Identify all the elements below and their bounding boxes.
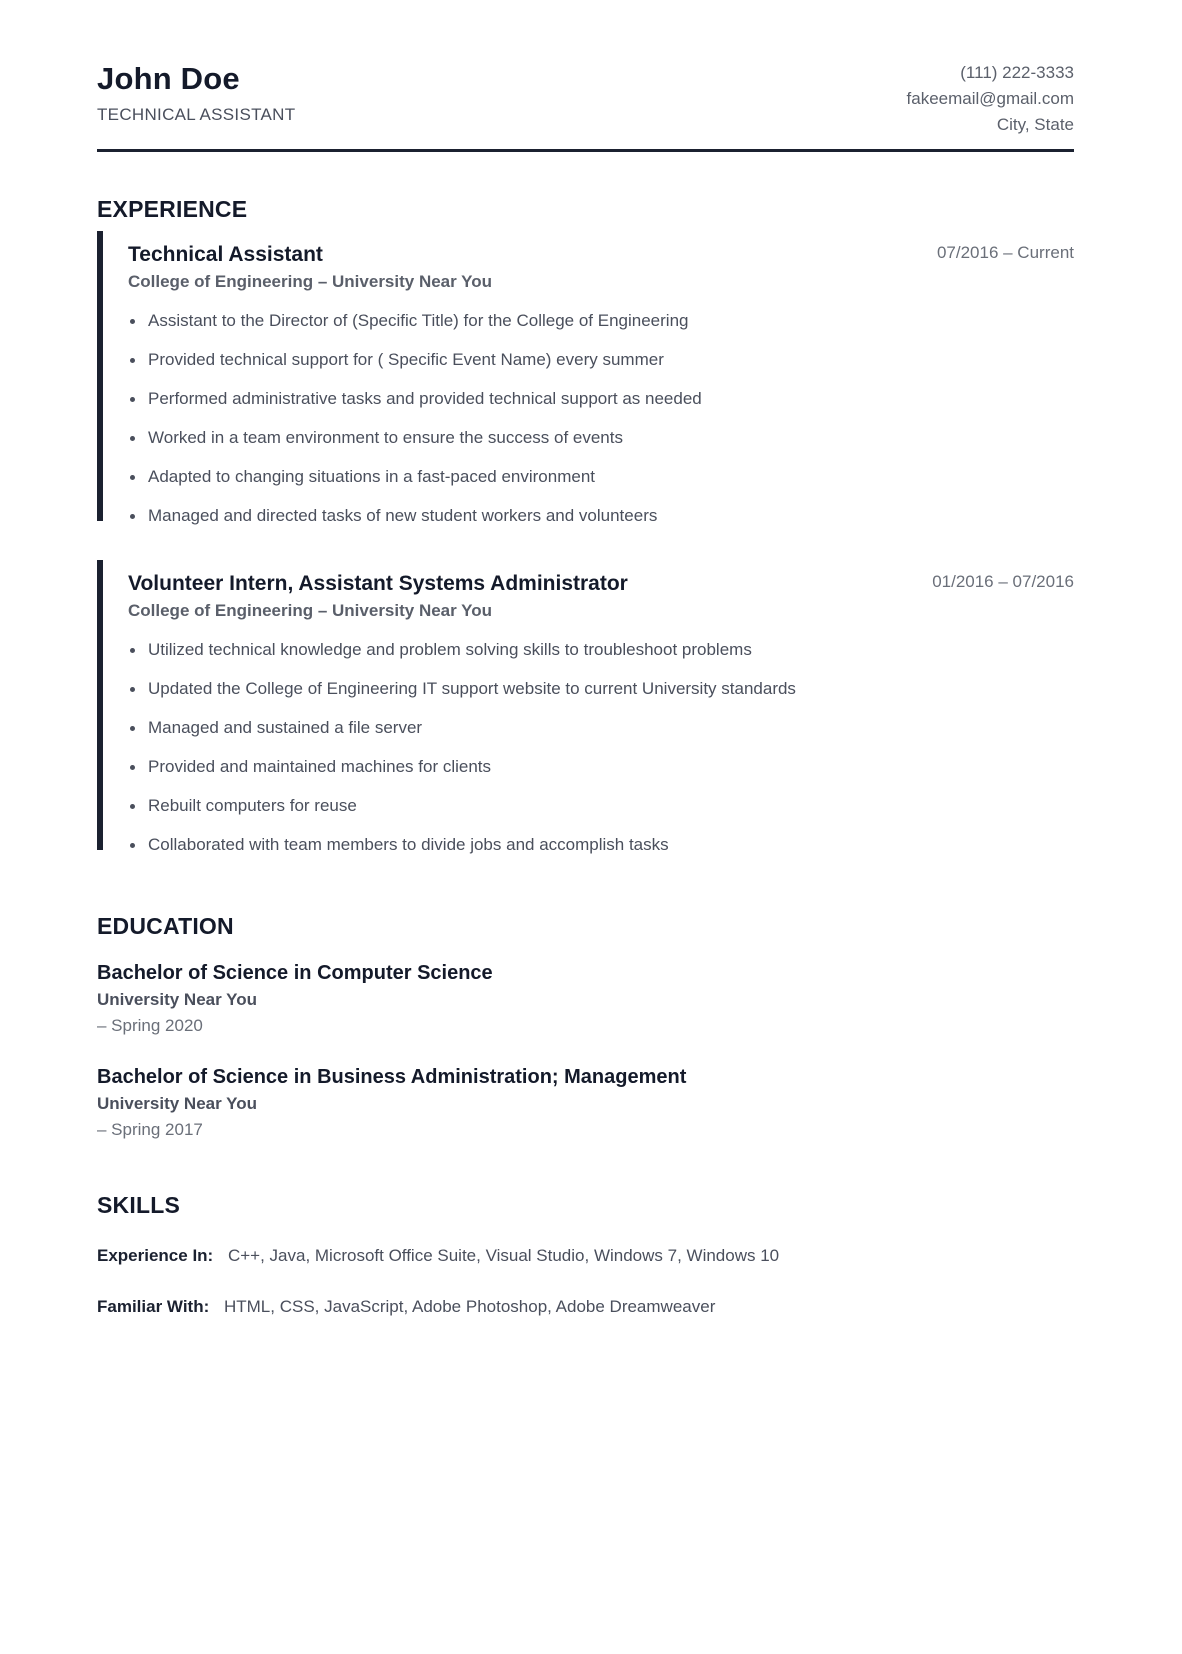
job-bullet-text: Worked in a team environment to ensure the success of events [148, 428, 623, 447]
job-bullets [128, 311, 702, 545]
job-dates: 07/2016 – Current [936, 243, 1074, 262]
education-school: University Near You [97, 990, 257, 1009]
skills-heading: SKILLS [97, 1192, 180, 1218]
education-school: University Near You [97, 1094, 257, 1113]
job-bullet [128, 835, 796, 874]
education-entry [97, 963, 997, 1034]
job-bullet [128, 640, 796, 679]
job-bullet [128, 311, 702, 350]
job-bullet-text: Rebuilt computers for reuse [148, 796, 357, 815]
job-bullet-text: Assistant to the Director of (Specific Title) for the College of Engineering [148, 311, 689, 330]
contact-block [907, 60, 1074, 138]
contact-location: City, State [996, 115, 1074, 134]
skill-row [97, 1298, 715, 1315]
job-bullet-text: Collaborated with team members to divide jobs and accomplish tasks [148, 835, 669, 854]
bullet-dot-icon [130, 843, 135, 848]
job-bullet [128, 350, 702, 389]
education-degree: Bachelor of Science in Business Administration; Management [97, 1066, 687, 1088]
job-bullet [128, 428, 702, 467]
job-dates: 01/2016 – 07/2016 [932, 572, 1074, 591]
experience-heading: EXPERIENCE [97, 196, 248, 222]
bullet-dot-icon [130, 514, 135, 519]
bullet-dot-icon [130, 319, 135, 324]
bullet-dot-icon [130, 765, 135, 770]
candidate-role: TECHNICAL ASSISTANT [97, 105, 296, 124]
job-bullet [128, 757, 796, 796]
job-bullet-text: Utilized technical knowledge and problem solving skills to troubleshoot problems [148, 640, 752, 659]
job-title: Volunteer Intern, Assistant Systems Administrator [128, 572, 628, 595]
job-bullet-text: Updated the College of Engineering IT support website to current University standards [148, 679, 796, 698]
job-organization: College of Engineering – University Near You [128, 272, 493, 291]
job-bullet-text: Provided and maintained machines for clients [148, 757, 492, 776]
job-bullet [128, 389, 702, 428]
job-bullet [128, 796, 796, 835]
job-bullet-text: Managed and sustained a file server [148, 718, 423, 737]
job-bullet [128, 467, 702, 506]
bullet-dot-icon [130, 436, 135, 441]
resume-page [97, 0, 1074, 1316]
education-degree: Bachelor of Science in Computer Science [97, 962, 493, 984]
bullet-dot-icon [130, 397, 135, 402]
education-heading: EDUCATION [97, 913, 234, 939]
bullet-dot-icon [130, 475, 135, 480]
job-entry [97, 560, 1074, 854]
job-bullet [128, 506, 702, 545]
skill-label: Familiar With: [97, 1297, 210, 1316]
job-bullet [128, 679, 796, 718]
bullet-dot-icon [130, 358, 135, 363]
education-date: – Spring 2020 [97, 1016, 203, 1035]
skill-value: HTML, CSS, JavaScript, Adobe Photoshop, Adobe Dreamweaver [223, 1297, 716, 1316]
job-bullet [128, 718, 796, 757]
education-entry [97, 1067, 997, 1138]
job-bullets [128, 640, 796, 874]
candidate-name: John Doe [97, 61, 240, 96]
bullet-dot-icon [130, 687, 135, 692]
bullet-dot-icon [130, 648, 135, 653]
job-title: Technical Assistant [128, 243, 323, 266]
job-bullet-text: Adapted to changing situations in a fast-paced environment [148, 467, 596, 486]
skill-row [97, 1247, 779, 1264]
job-bullet-text: Managed and directed tasks of new student workers and volunteers [148, 506, 658, 525]
job-organization: College of Engineering – University Near You [128, 601, 493, 620]
bullet-dot-icon [130, 804, 135, 809]
job-entry [97, 231, 1074, 525]
job-bullet-text: Performed administrative tasks and provided technical support as needed [148, 389, 702, 408]
bullet-dot-icon [130, 726, 135, 731]
contact-email: fakeemail@gmail.com [906, 89, 1074, 108]
skill-value: C++, Java, Microsoft Office Suite, Visual Studio, Windows 7, Windows 10 [227, 1246, 780, 1265]
job-bullet-text: Provided technical support for ( Specific Event Name) every summer [148, 350, 664, 369]
resume-header [97, 0, 1074, 152]
education-date: – Spring 2017 [97, 1120, 203, 1139]
skill-label: Experience In: [97, 1246, 214, 1265]
contact-phone: (111) 222-3333 [960, 63, 1074, 82]
